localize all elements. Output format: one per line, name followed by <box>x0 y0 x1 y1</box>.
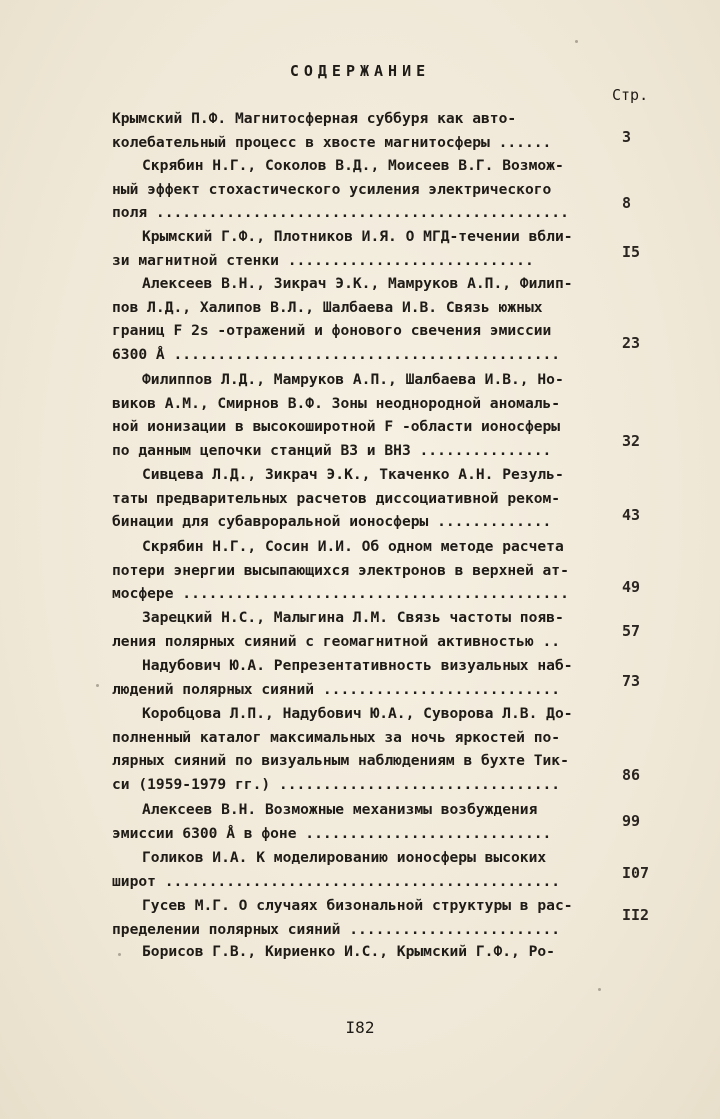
entry-line: Сивцева Л.Д., Зикрач Э.К., Ткаченко А.Н. Резуль- <box>142 466 564 483</box>
page-column-label: Стр. <box>612 86 649 104</box>
toc-entry <box>112 606 612 653</box>
toc-entry <box>112 894 612 941</box>
entry-page-number: 3 <box>622 128 632 146</box>
entry-line: Надубович Ю.А. Репрезентативность визуальных наб- <box>142 657 573 674</box>
entry-line: Зарецкий Н.С., Малыгина Л.М. Связь частоты появ- <box>142 609 564 626</box>
footer-page-number: I82 <box>345 1018 375 1037</box>
entry-line: 6300 Å ............................................ <box>112 345 561 363</box>
entry-line: широт ............................................. <box>112 872 561 890</box>
entry-line: колебательный процесс в хвосте магнитосферы ...... <box>112 133 552 151</box>
paper-speck <box>575 40 578 43</box>
entry-line: ный эффект стохастического усиления электрического <box>112 180 552 198</box>
toc-entry <box>112 368 612 462</box>
toc-entry <box>112 463 612 534</box>
page-title: СОДЕРЖАНИЕ <box>289 62 431 80</box>
entry-line: по данным цепочки станций ВЗ и ВНЗ ............... <box>112 441 552 459</box>
entry-line: мосфере ............................................ <box>112 585 569 603</box>
entry-line: эмиссии 6300 Å в фоне ............................ <box>112 824 552 842</box>
entry-line: Голиков И.А. К моделированию ионосферы высоких <box>142 849 547 866</box>
entry-page-number: 32 <box>622 432 641 450</box>
entry-line: зи магнитной стенки ............................ <box>112 251 534 269</box>
entry-line: пределении полярных сияний ........................ <box>112 920 561 938</box>
toc-entry <box>112 154 612 225</box>
entry-line: Скрябин Н.Г., Сосин И.И. Об одном методе расчета <box>142 538 564 555</box>
entry-page-number: 57 <box>622 622 641 640</box>
entry-line: поля ............................................... <box>112 204 569 222</box>
toc-entry <box>112 272 612 366</box>
entry-line: Скрябин Н.Г., Соколов В.Д., Моисеев В.Г. Возмож- <box>142 157 564 174</box>
paper-speck <box>96 684 99 687</box>
entry-line: полненный каталог максимальных за ночь яркостей по- <box>112 728 561 746</box>
toc-entry <box>112 940 612 964</box>
entry-line: пов Л.Д., Халипов В.Л., Шалбаева И.В. Связь южных <box>112 298 543 316</box>
paper-speck <box>598 988 601 991</box>
entry-line: виков А.М., Смирнов В.Ф. Зоны неоднородной аномаль- <box>112 394 561 412</box>
entry-page-number: 23 <box>622 334 641 352</box>
entry-line: Алексеев В.Н. Возможные механизмы возбуждения <box>142 801 538 818</box>
entry-page-number: 73 <box>622 672 641 690</box>
entry-page-number: 99 <box>622 812 641 830</box>
toc-entry <box>112 702 612 796</box>
entry-line: таты предварительных расчетов диссоциативной реком- <box>112 489 561 507</box>
entry-line: Крымский П.Ф. Магнитосферная суббуря как авто- <box>112 110 517 127</box>
entry-line: Коробцова Л.П., Надубович Ю.А., Суворова Л.В. До- <box>142 705 573 722</box>
paper-speck <box>118 953 121 956</box>
entry-line: Алексеев В.Н., Зикрач Э.К., Мамруков А.П., Филип- <box>142 275 573 292</box>
toc-entry <box>112 107 612 154</box>
entry-line: ления полярных сияний с геомагнитной активностью .. <box>112 632 561 650</box>
toc-entry <box>112 846 612 893</box>
entry-page-number: 49 <box>622 578 641 596</box>
entry-line: Борисов Г.В., Кириенко И.С., Крымский Г.Ф., Ро- <box>142 943 555 960</box>
entry-line: Крымский Г.Ф., Плотников И.Я. О МГД-течении вбли- <box>142 228 573 245</box>
entry-line: границ F 2s -отражений и фонового свечения эмиссии <box>112 322 552 340</box>
entry-line: потери энергии высыпающихся электронов в верхней ат- <box>112 561 569 579</box>
entry-line: си (1959-1979 гг.) ................................ <box>112 775 561 793</box>
toc-entry <box>112 798 612 845</box>
entry-page-number: 43 <box>622 506 641 524</box>
entry-page-number: 86 <box>622 766 641 784</box>
entry-line: Гусев М.Г. О случаях бизональной структуры в рас- <box>142 897 573 914</box>
toc-entry <box>112 225 612 272</box>
entry-page-number: I07 <box>622 864 650 882</box>
entry-page-number: I5 <box>622 243 641 261</box>
entry-line: лярных сияний по визуальным наблюдениям в бухте Тик- <box>112 752 569 770</box>
entry-line: ной ионизации в высокоширотной F -области ионосферы <box>112 418 561 436</box>
entry-line: Филиппов Л.Д., Мамруков А.П., Шалбаева И.В., Но- <box>142 371 564 388</box>
entry-line: бинации для субавроральной ионосферы ............. <box>112 513 552 531</box>
toc-entry <box>112 654 612 701</box>
entry-page-number: II2 <box>622 906 650 924</box>
entry-line: людений полярных сияний ........................... <box>112 680 561 698</box>
entry-page-number: 8 <box>622 194 632 212</box>
toc-entry <box>112 535 612 606</box>
